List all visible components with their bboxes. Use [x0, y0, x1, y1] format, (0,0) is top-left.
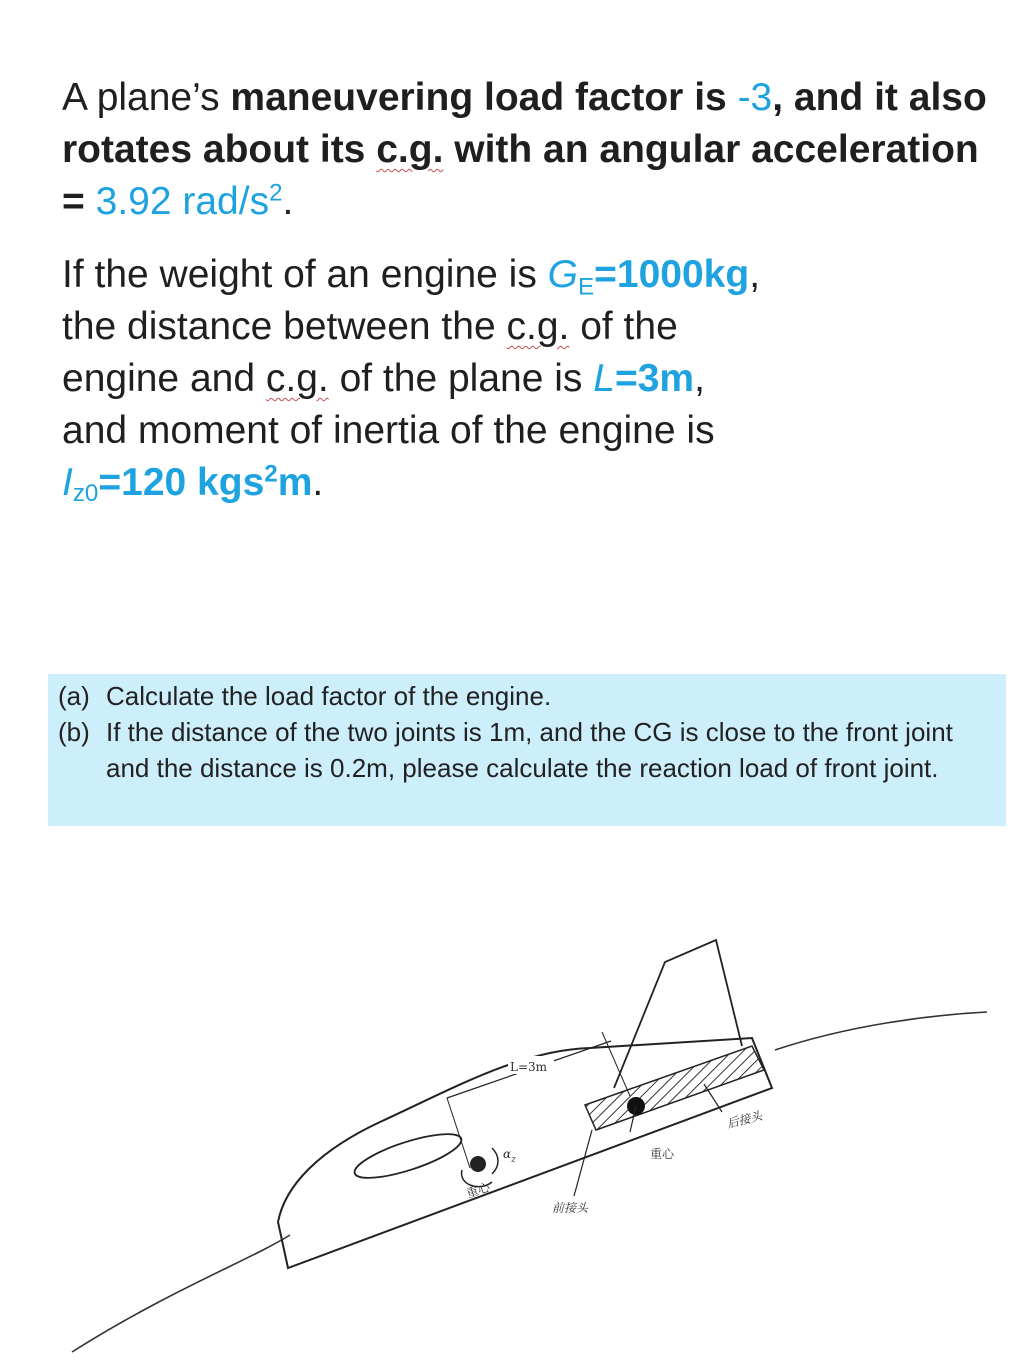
plane-diagram: [0, 900, 1015, 1367]
problem-paragraph-2: If the weight of an engine is GE=1000kg, the distance between the c.g. of the engine and c.g. of the plane is L=3m, and moment of inertia of the engine is $I_{z0}=120$ kgs$^2$m.: [62, 253, 761, 508]
canopy: [350, 1125, 465, 1186]
angular-acceleration-value: 3.92 rad/$s^2$: [95, 179, 283, 223]
moment-of-inertia: $I_{z0}=120$ kgs$^2$m: [62, 460, 313, 508]
alpha-label: $\alpha_z$: [503, 1147, 516, 1165]
front-joint-label: 前接头: [552, 1201, 589, 1215]
question-a: (a) Calculate the load factor of the engine.: [58, 681, 552, 711]
problem-paragraph-1: A plane’s maneuvering load factor is -3, and it also rotates about its c.g. with an angular acceleration = 3.92 rad/$s^2$.: [62, 76, 987, 223]
engine-cg-dot: [470, 1156, 486, 1172]
distance-L: L=3m: [593, 357, 695, 400]
questions-box: [48, 674, 1006, 826]
rear-joint-label: 后接头: [725, 1108, 764, 1131]
question-b: (b) If the distance of the two joints is 1m, and the CG is close to the front joint and the distance is 0.2m, please calculate the reaction load of front joint.: [58, 717, 953, 783]
dimension-label: L=3m: [510, 1060, 548, 1074]
engine-cg-label: 重心: [464, 1180, 492, 1201]
cg-term: c.g.: [376, 128, 444, 171]
plane-cg-label: 重心: [650, 1147, 675, 1161]
engine-weight: GE=1000kg: [547, 253, 750, 301]
load-factor-value: -3: [737, 76, 773, 119]
